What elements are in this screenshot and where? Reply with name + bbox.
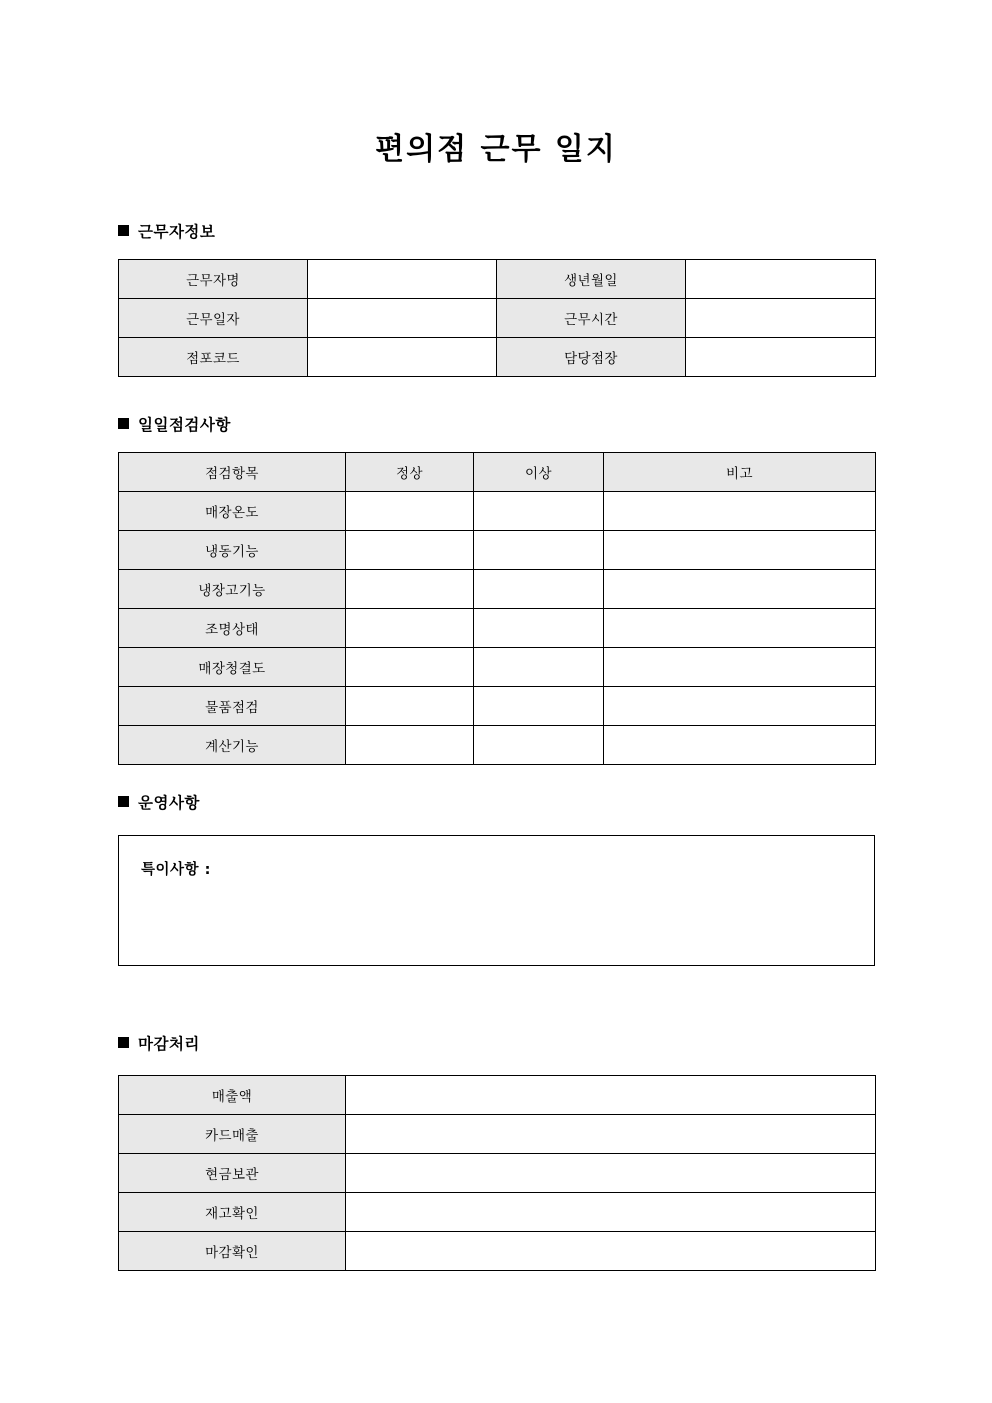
inspection-item-label: 조명상태: [119, 609, 346, 648]
card-sales-label: 카드매출: [119, 1115, 346, 1154]
inspection-note-field[interactable]: [604, 570, 876, 609]
work-hours-label: 근무시간: [497, 299, 686, 338]
section-heading-worker-info-label: 근무자정보: [138, 223, 216, 241]
table-row: [119, 492, 876, 531]
table-row: [119, 726, 876, 765]
closing-confirm-field[interactable]: [346, 1232, 876, 1271]
inspection-note-field[interactable]: [604, 687, 876, 726]
column-header-note: 비고: [604, 453, 876, 492]
inspection-normal-checkbox[interactable]: [346, 609, 474, 648]
inspection-abnormal-checkbox[interactable]: [474, 570, 604, 609]
inspection-note-field[interactable]: [604, 531, 876, 570]
section-heading-closing: [118, 1032, 200, 1054]
inspection-normal-checkbox[interactable]: [346, 492, 474, 531]
column-header-normal: 정상: [346, 453, 474, 492]
inspection-item-label: 매장청결도: [119, 648, 346, 687]
cash-storage-label: 현금보관: [119, 1154, 346, 1193]
special-notes-label: 특이사항 :: [141, 862, 211, 878]
section-heading-operations-label: 운영사항: [138, 794, 200, 812]
inspection-note-field[interactable]: [604, 492, 876, 531]
table-row: [119, 687, 876, 726]
table-row: [119, 1115, 876, 1154]
inspection-abnormal-checkbox[interactable]: [474, 726, 604, 765]
inspection-normal-checkbox[interactable]: [346, 726, 474, 765]
table-row: [119, 1076, 876, 1115]
table-row: [119, 260, 876, 299]
section-heading-worker-info: [118, 220, 215, 242]
section-heading-operations: [118, 791, 200, 813]
section-heading-daily-inspection: [118, 413, 231, 435]
square-bullet-icon: [118, 1037, 129, 1048]
table-row: [119, 338, 876, 377]
column-header-abnormal: 이상: [474, 453, 604, 492]
stock-check-field[interactable]: [346, 1193, 876, 1232]
inspection-normal-checkbox[interactable]: [346, 531, 474, 570]
page-title: 편의점 근무 일지: [375, 132, 617, 167]
sales-amount-label: 매출액: [119, 1076, 346, 1115]
worker-name-field[interactable]: [308, 260, 497, 299]
table-row: [119, 1193, 876, 1232]
inspection-item-label: 매장온도: [119, 492, 346, 531]
inspection-item-label: 계산기능: [119, 726, 346, 765]
table-row: [119, 1232, 876, 1271]
inspection-note-field[interactable]: [604, 726, 876, 765]
stock-check-label: 재고확인: [119, 1193, 346, 1232]
inspection-item-label: 물품점검: [119, 687, 346, 726]
inspection-normal-checkbox[interactable]: [346, 648, 474, 687]
closing-confirm-label: 마감확인: [119, 1232, 346, 1271]
operations-notes-box[interactable]: [118, 835, 875, 966]
square-bullet-icon: [118, 418, 129, 429]
inspection-note-field[interactable]: [604, 648, 876, 687]
inspection-abnormal-checkbox[interactable]: [474, 609, 604, 648]
table-row: [119, 531, 876, 570]
inspection-note-field[interactable]: [604, 609, 876, 648]
column-header-item: 점검항목: [119, 453, 346, 492]
square-bullet-icon: [118, 225, 129, 236]
inspection-abnormal-checkbox[interactable]: [474, 531, 604, 570]
birthdate-field[interactable]: [686, 260, 876, 299]
table-row: [119, 648, 876, 687]
store-manager-label: 담당점장: [497, 338, 686, 377]
inspection-abnormal-checkbox[interactable]: [474, 492, 604, 531]
table-header-row: [119, 453, 876, 492]
section-heading-closing-label: 마감처리: [138, 1035, 200, 1053]
inspection-item-label: 냉동기능: [119, 531, 346, 570]
birthdate-label: 생년월일: [497, 260, 686, 299]
table-row: [119, 609, 876, 648]
inspection-abnormal-checkbox[interactable]: [474, 648, 604, 687]
table-row: [119, 299, 876, 338]
work-hours-field[interactable]: [686, 299, 876, 338]
closing-process-table: [118, 1075, 876, 1271]
worker-info-table: [118, 259, 876, 377]
square-bullet-icon: [118, 796, 129, 807]
sales-amount-field[interactable]: [346, 1076, 876, 1115]
store-code-field[interactable]: [308, 338, 497, 377]
work-date-label: 근무일자: [119, 299, 308, 338]
inspection-abnormal-checkbox[interactable]: [474, 687, 604, 726]
table-row: [119, 1154, 876, 1193]
section-heading-daily-inspection-label: 일일점검사항: [138, 416, 231, 434]
daily-inspection-table: [118, 452, 876, 765]
cash-storage-field[interactable]: [346, 1154, 876, 1193]
work-date-field[interactable]: [308, 299, 497, 338]
table-row: [119, 570, 876, 609]
store-code-label: 점포코드: [119, 338, 308, 377]
inspection-item-label: 냉장고기능: [119, 570, 346, 609]
store-manager-field[interactable]: [686, 338, 876, 377]
inspection-normal-checkbox[interactable]: [346, 570, 474, 609]
card-sales-field[interactable]: [346, 1115, 876, 1154]
worker-name-label: 근무자명: [119, 260, 308, 299]
inspection-normal-checkbox[interactable]: [346, 687, 474, 726]
